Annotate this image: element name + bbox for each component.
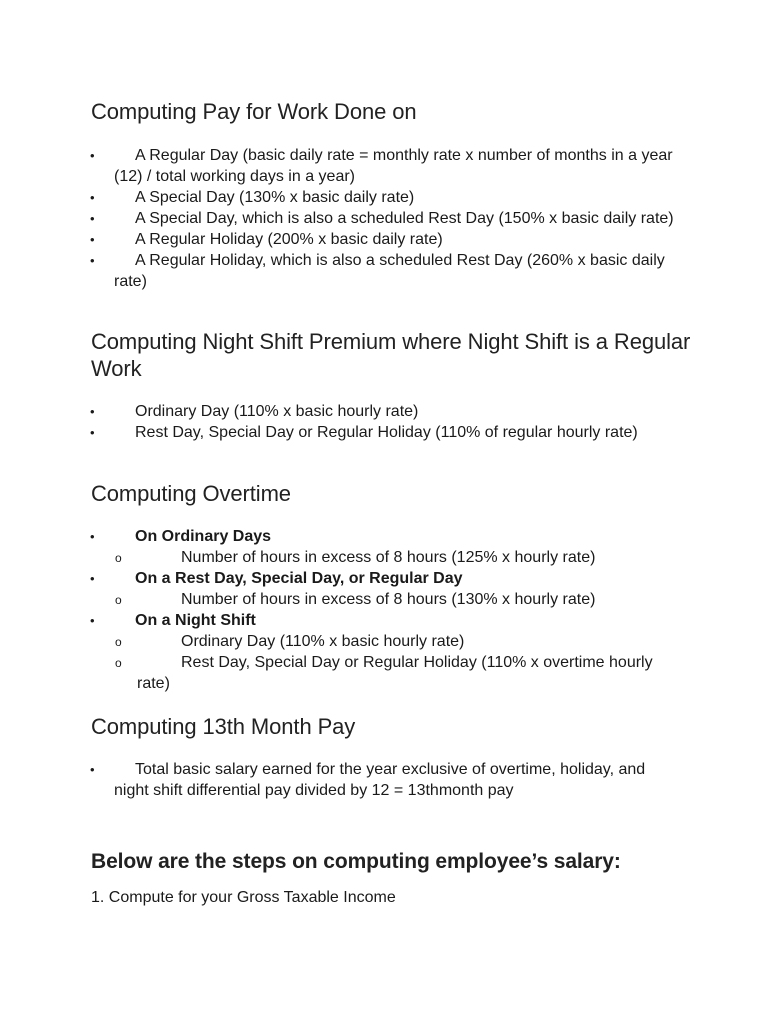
heading-13th-month-pay: Computing 13th Month Pay (91, 714, 356, 739)
circle-bullet-icon: o (115, 551, 122, 565)
list-item (0, 422, 674, 443)
bullet-icon: • (90, 613, 95, 628)
list-item-text: Ordinary Day (110% x basic hourly rate) (135, 403, 419, 420)
list-item-text: A Special Day (130% x basic daily rate) (135, 189, 415, 206)
list-item (0, 187, 674, 208)
bullet-icon: • (90, 148, 95, 163)
bullet-icon: • (90, 404, 95, 419)
list-item-title: On Ordinary Days (135, 528, 272, 545)
list-item (0, 208, 674, 229)
bullet-icon: • (90, 211, 95, 226)
bullet-icon: • (90, 762, 95, 777)
bullet-icon: • (90, 232, 95, 247)
heading-salary-steps: Below are the steps on computing employee’s salary: (91, 850, 621, 873)
list-item (0, 401, 674, 422)
heading-overtime: Computing Overtime (91, 481, 291, 506)
circle-bullet-icon: o (115, 656, 122, 670)
sub-list-item (0, 631, 674, 652)
list-overtime (0, 526, 674, 694)
bullet-icon: • (90, 425, 95, 440)
sub-list-item-text: Number of hours in excess of 8 hours (130% x hourly rate) (181, 591, 596, 608)
list-pay-work-done (0, 145, 674, 292)
bullet-icon: • (90, 529, 95, 544)
sub-list-item (0, 652, 674, 694)
sub-list-item (0, 589, 674, 610)
list-item-title: On a Rest Day, Special Day, or Regular Day (135, 570, 463, 587)
step-gross-taxable-income: 1. Compute for your Gross Taxable Income (91, 889, 396, 906)
bullet-icon: • (90, 571, 95, 586)
list-13th-month-pay (0, 759, 674, 801)
circle-bullet-icon: o (115, 635, 122, 649)
list-item-text: A Regular Holiday, which is also a scheduled Rest Day (260% x basic daily rate) (114, 252, 665, 290)
sub-list-item-text: Number of hours in excess of 8 hours (125% x hourly rate) (181, 549, 596, 566)
bullet-icon: • (90, 190, 95, 205)
list-item-text: Total basic salary earned for the year exclusive of overtime, holiday, and night shift differential pay divided by 12 = 13thmonth pay (114, 761, 646, 799)
heading-pay-work-done: Computing Pay for Work Done on (91, 99, 417, 124)
list-item (0, 250, 674, 292)
list-item (0, 145, 674, 187)
bullet-icon: • (90, 253, 95, 268)
heading-night-shift-premium: Computing Night Shift Premium where Night Shift is a Regular Work (91, 329, 691, 381)
list-item-text: A Regular Day (basic daily rate = monthly rate x number of months in a year (12) / total working days in a year) (114, 147, 673, 185)
list-item-rest-day (0, 568, 674, 589)
list-item-title: On a Night Shift (135, 612, 256, 629)
list-item (0, 759, 674, 801)
list-item-night-shift (0, 610, 674, 631)
list-item-text: Rest Day, Special Day or Regular Holiday (110% of regular hourly rate) (135, 424, 638, 441)
list-item-text: A Regular Holiday (200% x basic daily rate) (135, 231, 443, 248)
sub-list-item (0, 547, 674, 568)
list-item (0, 229, 674, 250)
list-item-text: A Special Day, which is also a scheduled Rest Day (150% x basic daily rate) (135, 210, 674, 227)
sub-list-item-text: Ordinary Day (110% x basic hourly rate) (181, 633, 465, 650)
circle-bullet-icon: o (115, 593, 122, 607)
sub-list-item-text: Rest Day, Special Day or Regular Holiday (110% x overtime hourly rate) (137, 654, 653, 692)
list-item-ordinary-days (0, 526, 674, 547)
list-night-shift-premium (0, 401, 674, 443)
